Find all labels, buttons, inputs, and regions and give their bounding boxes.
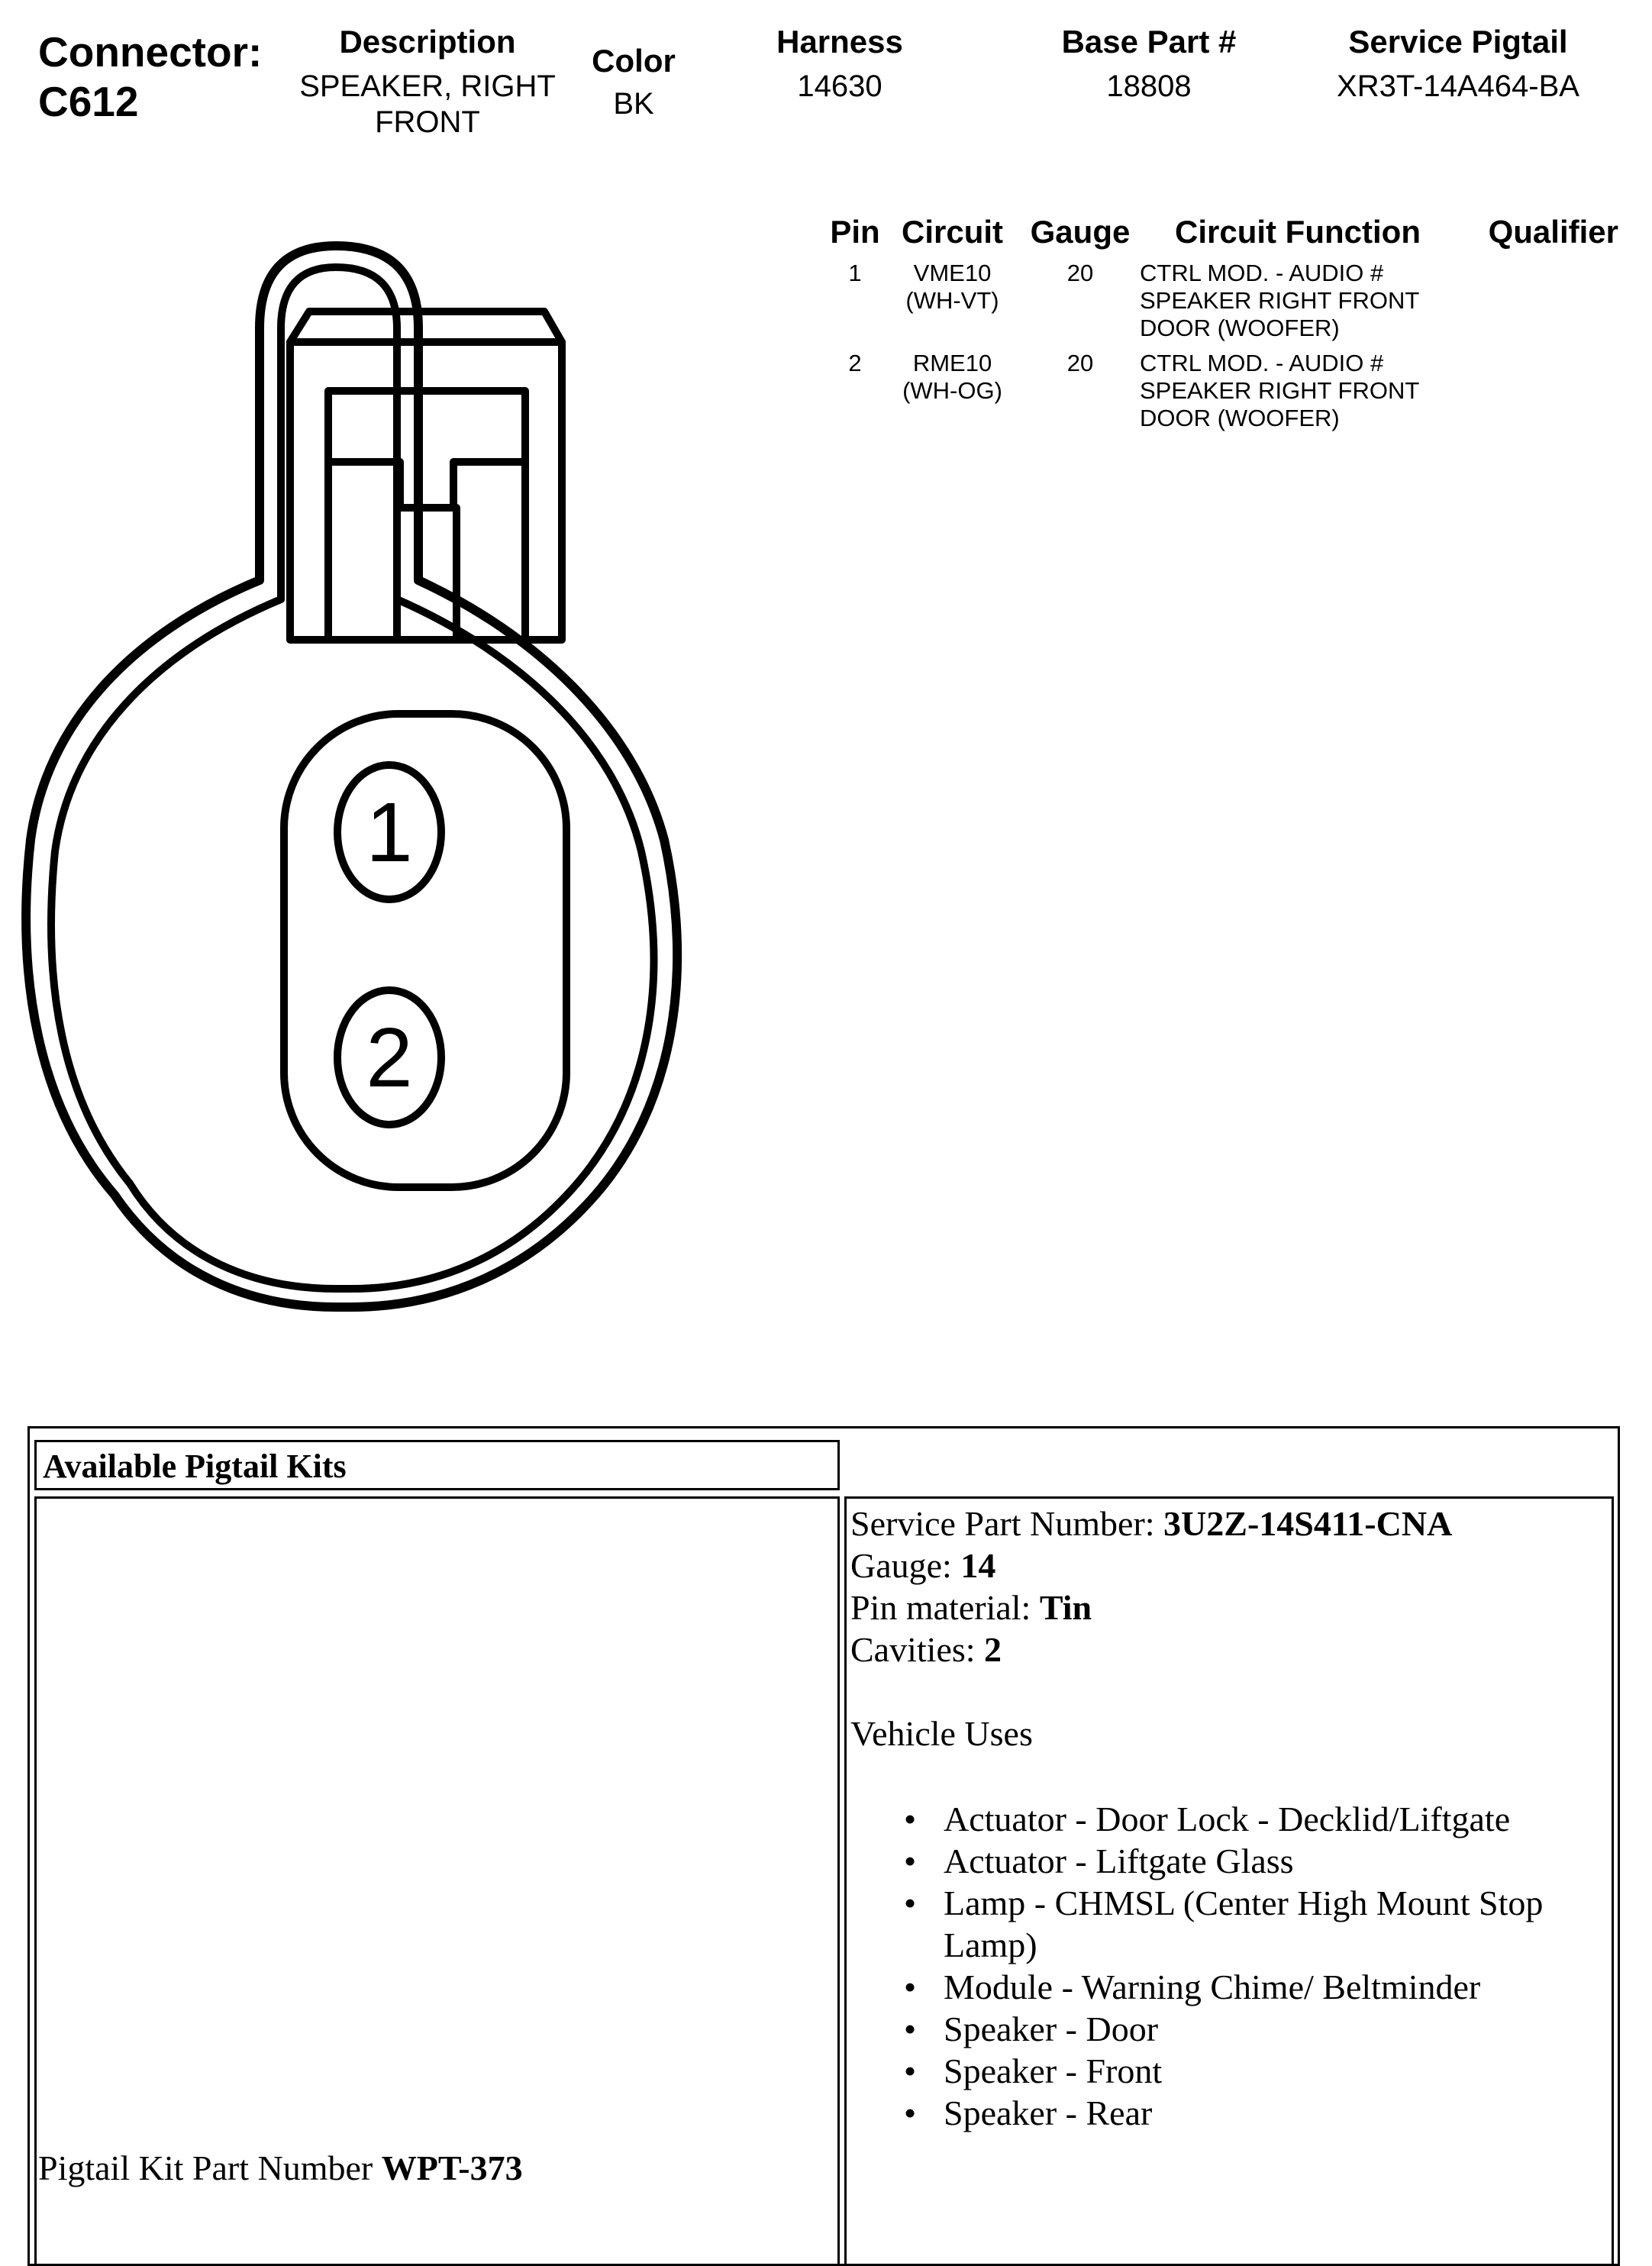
pigtail-kits-title: Available Pigtail Kits: [34, 1440, 840, 1490]
harness-value: 14630: [797, 69, 882, 104]
circuit-color: (WH-VT): [905, 287, 999, 314]
list-item: [850, 2050, 1606, 2092]
service-part-label: Service Part Number:: [850, 1504, 1155, 1543]
pin-1-label: 1: [366, 786, 413, 880]
pigtail-kits-title-spacer: [844, 1440, 1614, 1490]
color-title: Color: [592, 43, 676, 79]
circuit-function-header: Circuit Function: [1175, 214, 1421, 250]
description-line-1: SPEAKER, RIGHT: [299, 69, 556, 104]
kit-gauge: [850, 1545, 1606, 1587]
pigtail-kit-specs: [850, 1503, 1606, 2134]
base-part-value: 18808: [1106, 69, 1192, 104]
harness-title: Harness: [776, 24, 903, 60]
list-item: [850, 1966, 1606, 2008]
vehicle-use-text: Speaker - Front: [944, 2051, 1163, 2090]
function-line: DOOR (WOOFER): [1140, 405, 1340, 431]
pin-material-value: Tin: [1039, 1588, 1092, 1627]
harness-column: [733, 23, 947, 105]
gauge-header: Gauge: [1030, 214, 1131, 250]
kit-part-value: WPT-373: [381, 2148, 523, 2187]
base-part-title: Base Part #: [1061, 24, 1237, 60]
service-part-number: [850, 1503, 1606, 1545]
service-pigtail-column: [1283, 23, 1634, 105]
pin-material: [850, 1587, 1606, 1628]
circuit-cell: [886, 350, 1019, 405]
bullet-icon: •: [904, 2051, 917, 2090]
bullet-icon: •: [904, 1967, 917, 2006]
base-part-column: [1023, 23, 1275, 105]
list-item: [850, 2092, 1606, 2134]
list-item-continuation: [850, 1924, 1606, 1966]
circuit-cell: [886, 260, 1019, 315]
pin-2-label: 2: [366, 1011, 413, 1105]
gauge-cell: 20: [1066, 350, 1094, 376]
bullet-icon: •: [904, 1842, 917, 1880]
connector-outer-shell: [26, 246, 677, 1307]
vehicle-use-text: Module - Warning Chime/ Beltminder: [944, 1967, 1481, 2006]
bullet-icon: •: [904, 1800, 917, 1838]
function-line: DOOR (WOOFER): [1140, 315, 1340, 341]
connector-id: C612: [38, 77, 139, 125]
color-value: BK: [613, 87, 654, 121]
vehicle-use-text: Actuator - Liftgate Glass: [944, 1842, 1294, 1880]
circuit-header: Circuit: [901, 214, 1003, 250]
gauge-cell: 20: [1066, 260, 1094, 286]
vehicle-use-text: Actuator - Door Lock - Decklid/Liftgate: [944, 1800, 1511, 1838]
kit-gauge-label: Gauge:: [850, 1546, 952, 1585]
pin-header: Pin: [830, 214, 880, 250]
kit-gauge-value: 14: [960, 1546, 996, 1585]
vehicle-use-text: Lamp): [944, 1925, 1037, 1964]
circuit-code: VME10: [913, 260, 992, 286]
vehicle-use-text: Speaker - Door: [944, 2009, 1159, 2048]
pin-number: 1: [848, 260, 862, 286]
list-item: [850, 1798, 1606, 1840]
circuit-color: (WH-OG): [902, 377, 1002, 404]
function-line: CTRL MOD. - AUDIO #: [1140, 350, 1384, 376]
list-item: [850, 1840, 1606, 1882]
cavities-value: 2: [984, 1630, 1002, 1669]
circuit-code: RME10: [912, 350, 992, 376]
kit-part-label: Pigtail Kit Part Number: [38, 2148, 373, 2187]
service-part-value: 3U2Z-14S411-CNA: [1163, 1504, 1453, 1543]
service-pigtail-value: XR3T-14A464-BA: [1337, 69, 1579, 104]
description-title: Description: [339, 24, 516, 60]
vehicle-uses-list: [850, 1798, 1606, 2134]
circuit-function-cell: [1140, 350, 1460, 432]
vehicle-use-text: Lamp - CHMSL (Center High Mount Stop: [944, 1883, 1544, 1922]
function-line: SPEAKER RIGHT FRONT: [1140, 287, 1420, 314]
bullet-icon: •: [904, 1883, 917, 1922]
bullet-icon: •: [904, 2093, 917, 2132]
pin-number: 2: [848, 350, 862, 376]
function-line: SPEAKER RIGHT FRONT: [1140, 377, 1420, 404]
connector-pinout: [0, 0, 733, 1405]
pin-material-label: Pin material:: [850, 1588, 1031, 1627]
bullet-icon: •: [904, 2009, 917, 2048]
locking-latch: [328, 391, 525, 640]
cavities: [850, 1628, 1606, 1670]
service-pigtail-title: Service Pigtail: [1348, 24, 1568, 60]
pigtail-kit-part-number: [38, 2147, 523, 2190]
circuit-function-cell: [1140, 260, 1460, 342]
list-item: [850, 1882, 1606, 1924]
vehicle-use-text: Speaker - Rear: [944, 2093, 1153, 2132]
description-line-2: FRONT: [375, 105, 480, 140]
cavities-label: Cavities:: [850, 1630, 976, 1669]
vehicle-uses-label: Vehicle Uses: [850, 1714, 1033, 1753]
connector-label: Connector:: [38, 28, 263, 76]
list-item: [850, 2008, 1606, 2050]
function-line: CTRL MOD. - AUDIO #: [1140, 260, 1384, 286]
qualifier-header: Qualifier: [1488, 214, 1618, 250]
